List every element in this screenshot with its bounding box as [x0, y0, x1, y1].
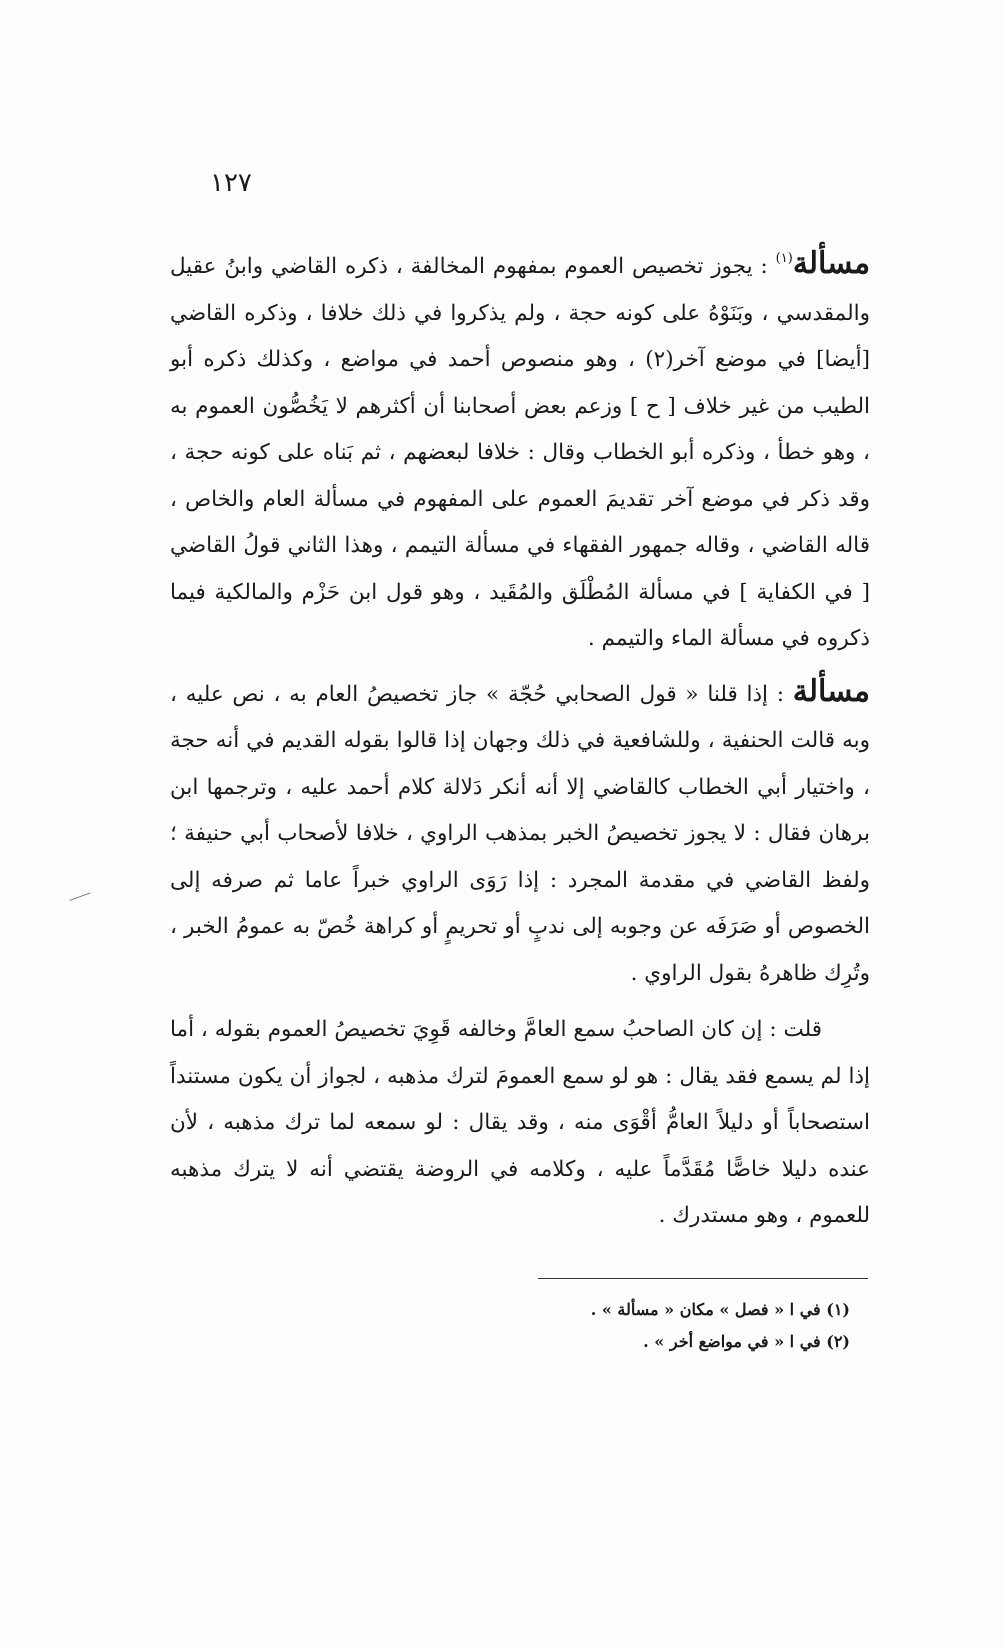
- footnote-marker: (١): [775, 251, 793, 266]
- commentary-paragraph: قلت : إن كان الصاحبُ سمع العامَّ وخالفه قَوِيَ تخصيصُ العموم بقوله ، أما إذا لم يسمع فقد يقال : هو لو سمع العمومَ لترك مذهبه ، لجواز أن يكون مستنداً استصحاباً أو دليلاً العامُّ أقْوَى منه ، وقد يقال : لو سمعه لما ترك مذهبه ، لأن عنده دليلا خاصًّا مُقَدَّماً عليه ، وكلامه في الروضة يقتضي أنه لا يترك مذهبه للعموم ، وهو مستدرك .: [170, 1017, 870, 1228]
- section-body: : إذا قلنا « قول الصحابي حُجّة » جاز تخصيصُ العام به ، نص عليه ، وبه قالت الحنفية ، وللشافعية في ذلك وجهان إذا قالوا بقوله القديم في أنه حجة ، واختيار أبي الخطاب كالقاضي إلا أنه أنكر دَلالة كلام أحمد عليه ، وترجمها ابن برهان فقال : لا يجوز تخصيصُ الخبر بمذهب الراوي ، خلافا لأصحاب أبي حنيفة ؛ ولفظ القاضي في مقدمة المجرد : إذا رَوَى الراوي خبراً عاما ثم صرفه إلى الخصوص أو صَرَفَه عن وجوبه إلى ندبٍ أو تحريمٍ أو كراهة خُصّ به عمومُ الخبر ، وتُرِك ظاهرهُ بقول الراوي .: [170, 681, 870, 986]
- section-heading: [793, 674, 870, 709]
- page-number: ١٢٧: [210, 168, 252, 198]
- footnotes: [470, 1294, 850, 1358]
- footnote-divider: [538, 1278, 868, 1279]
- section-heading: [776, 246, 870, 281]
- main-text: [170, 236, 870, 1240]
- section-heading-label: مسألة: [792, 673, 870, 709]
- margin-mark: [69, 892, 92, 906]
- section-heading-label: مسألة: [792, 246, 871, 281]
- section-paragraph-1: [170, 236, 870, 663]
- footnote-2: (٢) في ا « في مواضع أخر » .: [643, 1332, 850, 1351]
- section-paragraph-2: [170, 669, 870, 998]
- footnote-1: (١) في ا « فصل » مكان « مسألة » .: [590, 1300, 850, 1319]
- section-body: : يجوز تخصيص العموم بمفهوم المخالفة ، ذكره القاضي وابنُ عقيل والمقدسي ، وبَنَوْهُ على كونه حجة ، ولم يذكروا في ذلك خلافا ، وذكره القاضي [أيضا] في موضع آخر(٢) ، وهو منصوص أحمد في مواضع ، وكذلك ذكره أبو الطيب من غير خلاف [ ح ] وزعم بعض أصحابنا أن أكثرهم لا يَخُصُّون العموم به ، وهو خطأ ، وذكره أبو الخطاب وقال : خلافا لبعضهم ، ثم بَناه على كونه حجة ، وقد ذكر في موضع آخر تقديمَ العموم على المفهوم في مسألة العام والخاص ، قاله القاضي ، وقاله جمهور الفقهاء في مسألة التيمم ، وهذا الثاني قولُ القاضي [ في الكفاية ] في مسألة المُطْلَق والمُقَيد ، وهو قول ابن حَزْم والمالكية فيما ذكروه في مسألة الماء والتيمم .: [170, 254, 871, 651]
